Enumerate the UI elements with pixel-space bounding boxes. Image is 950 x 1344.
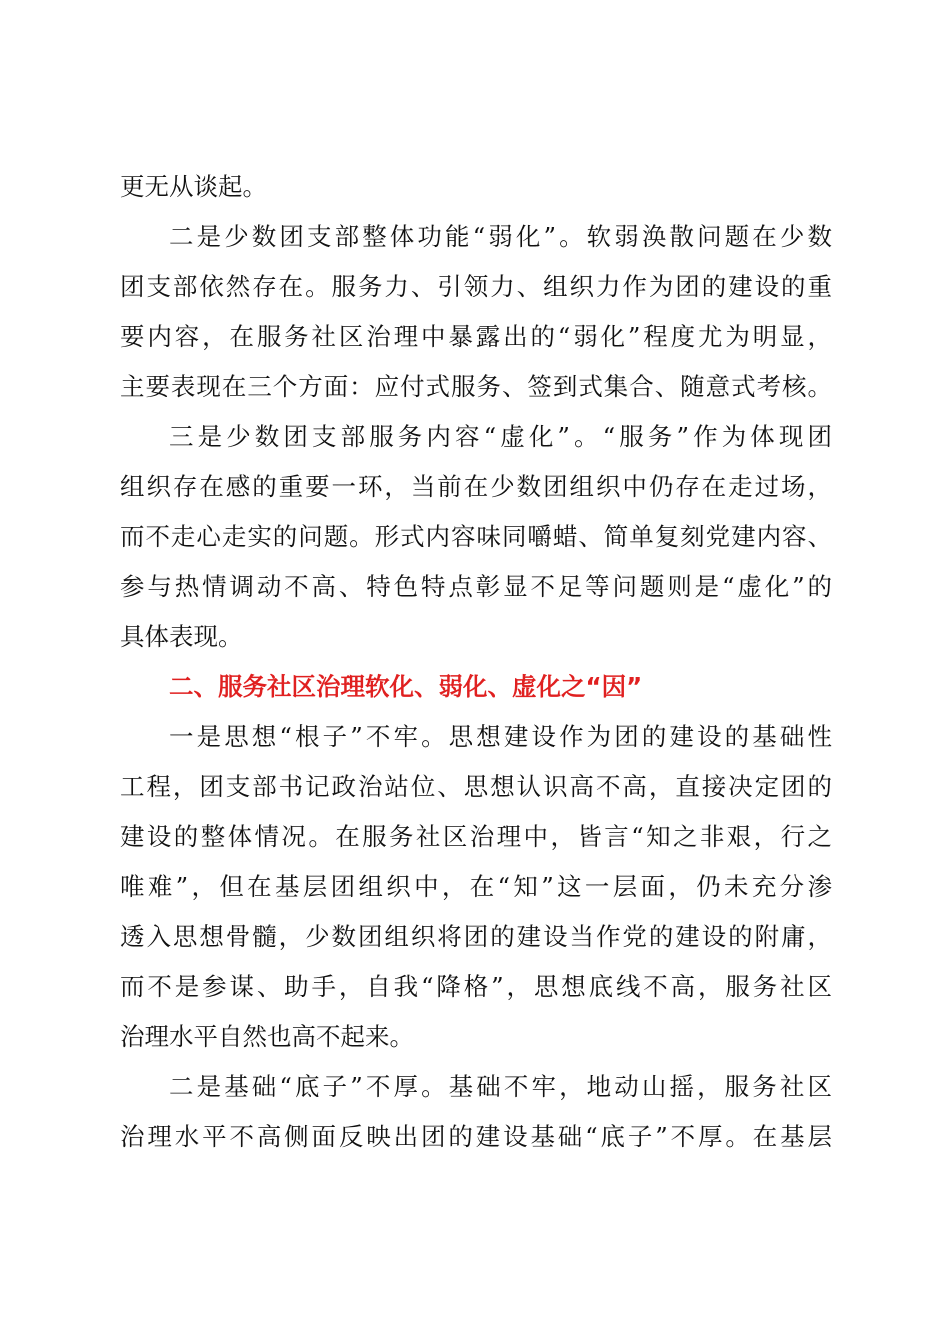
paragraph-line: 治理水平自然也高不起来。: [120, 1022, 414, 1051]
paragraph-line: 组织存在感的重要一环，当前在少数团组织中仍存在走过场，: [120, 472, 832, 501]
paragraph-line: 而不是参谋、助手，自我“降格”，思想底线不高，服务社区: [120, 972, 832, 1001]
paragraph-line: 二是基础“底子”不厚。基础不牢，地动山摇，服务社区: [169, 1072, 832, 1101]
paragraph-line: 工程，团支部书记政治站位、思想认识高不高，直接决定团的: [120, 772, 832, 801]
paragraph-line: 唯难”，但在基层团组织中，在“知”这一层面，仍未充分渗: [120, 872, 832, 901]
paragraph-line: 二是少数团支部整体功能“弱化”。软弱涣散问题在少数: [169, 222, 832, 251]
paragraph-line: 一是思想“根子”不牢。思想建设作为团的建设的基础性: [169, 722, 832, 751]
paragraph-line: 更无从谈起。: [120, 172, 267, 201]
section-heading: 二、服务社区治理软化、弱化、虚化之“因”: [169, 672, 643, 701]
paragraph-line: 参与热情调动不高、特色特点彰显不足等问题则是“虚化”的: [120, 572, 832, 601]
document-body: [120, 162, 832, 1162]
paragraph-line: 要内容，在服务社区治理中暴露出的“弱化”程度尤为明显，: [120, 322, 832, 351]
paragraph-line: 团支部依然存在。服务力、引领力、组织力作为团的建设的重: [120, 272, 832, 301]
paragraph-line: 治理水平不高侧面反映出团的建设基础“底子”不厚。在基层: [120, 1122, 832, 1151]
paragraph-line: 主要表现在三个方面：应付式服务、签到式集合、随意式考核。: [120, 372, 832, 401]
paragraph-line: 三是少数团支部服务内容“虚化”。“服务”作为体现团: [169, 422, 832, 451]
paragraph-line: 透入思想骨髓，少数团组织将团的建设当作党的建设的附庸，: [120, 922, 832, 951]
paragraph-line: 具体表现。: [120, 622, 243, 651]
paragraph-line: 而不走心走实的问题。形式内容味同嚼蜡、简单复刻党建内容、: [120, 522, 832, 551]
paragraph-line: 建设的整体情况。在服务社区治理中，皆言“知之非艰，行之: [120, 822, 832, 851]
